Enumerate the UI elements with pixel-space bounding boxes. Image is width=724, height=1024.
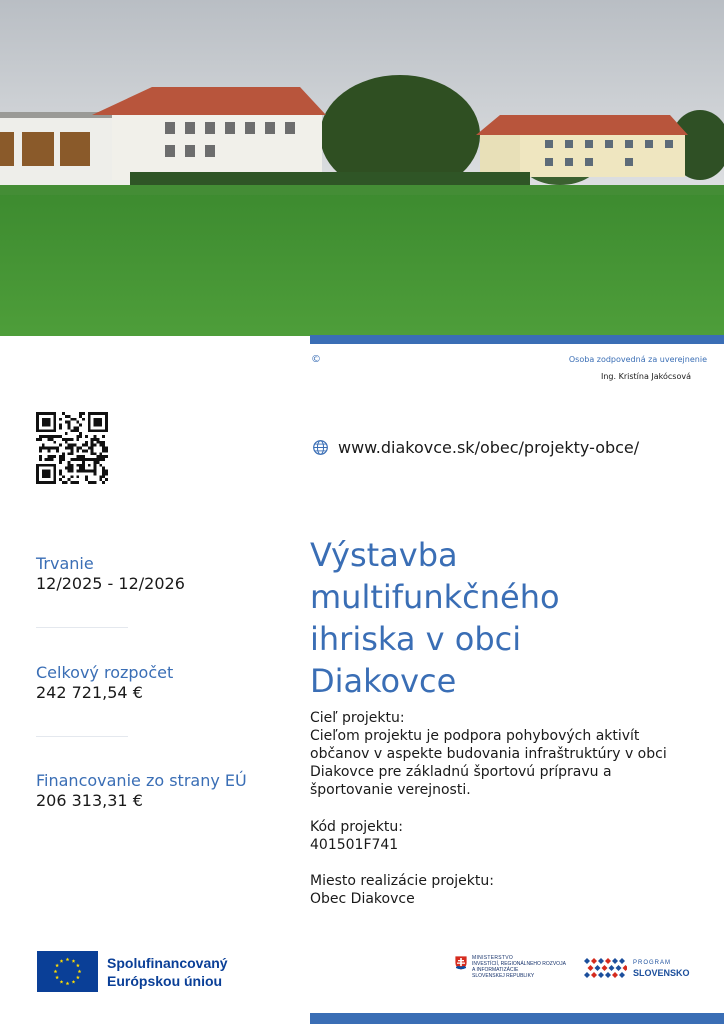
divider	[36, 736, 128, 737]
ministry-line: MINISTERSTVO	[472, 955, 514, 961]
ministry-line: INVESTÍCIÍ, REGIONÁLNEHO ROZVOJA	[472, 961, 566, 967]
village-field-photo	[0, 0, 724, 336]
code-value: 401501F741	[310, 837, 399, 853]
duration-block	[36, 554, 286, 594]
website-link[interactable]	[312, 438, 639, 457]
title-line: ihriska v obci	[310, 620, 522, 658]
budget-block	[36, 663, 286, 703]
goal-label: Cieľ projektu:	[310, 710, 405, 726]
duration-value: 12/2025 - 12/2026	[36, 574, 185, 593]
copyright-mark: ©	[311, 354, 321, 365]
project-title	[310, 534, 670, 702]
program-line: SLOVENSKO	[633, 968, 690, 978]
program-mark-icon	[583, 957, 627, 979]
budget-label: Celkový rozpočet	[36, 663, 174, 682]
place-value: Obec Diakovce	[310, 891, 415, 907]
title-line: Diakovce	[310, 662, 457, 700]
eu-flag-icon	[37, 951, 98, 992]
website-url[interactable]: www.diakovce.sk/obec/projekty-obce/	[338, 438, 640, 457]
code-label: Kód projektu:	[310, 819, 403, 835]
ministry-line: SLOVENSKEJ REPUBLIKY	[472, 973, 535, 979]
eu-logo-line: Spolufinancovaný	[107, 954, 228, 971]
responsible-person-label: Osoba zodpovedná za uverejnenie	[568, 355, 707, 364]
program-line: PROGRAM	[633, 960, 672, 966]
ministry-line: A INFORMATIZÁCIE	[472, 967, 519, 973]
globe-icon	[312, 439, 329, 456]
eu-cofunded-logo	[37, 951, 228, 992]
eu-funding-value: 206 313,31 €	[36, 791, 143, 810]
goal-line: športovanie verejnosti.	[310, 782, 471, 798]
budget-value: 242 721,54 €	[36, 683, 143, 702]
goal-line: občanov v aspekte budovania infraštruktúry v obci	[310, 746, 667, 762]
divider	[36, 627, 128, 628]
eu-funding-block	[36, 771, 286, 811]
responsible-person-name: Ing. Kristína Jakócsová	[601, 372, 691, 381]
eu-logo-line: Európskou úniou	[107, 972, 223, 989]
project-goal	[310, 709, 690, 799]
duration-label: Trvanie	[36, 554, 94, 573]
accent-bar-top	[310, 335, 724, 344]
slovak-coat-of-arms-icon	[454, 955, 468, 971]
goal-line: Cieľom projektu je podpora pohybových aktivít	[310, 728, 640, 744]
program-slovensko-logo	[583, 957, 690, 979]
eu-funding-label: Financovanie zo strany EÚ	[36, 771, 247, 790]
accent-bar-bottom	[310, 1013, 724, 1024]
place-label: Miesto realizácie projektu:	[310, 873, 494, 889]
ministry-logo	[454, 955, 572, 979]
project-place	[310, 872, 690, 908]
title-line: multifunkčného	[310, 578, 560, 616]
project-code	[310, 818, 690, 854]
title-line: Výstavba	[310, 536, 458, 574]
goal-line: Diakovce pre základnú športovú prípravu a	[310, 764, 612, 780]
qr-code[interactable]	[36, 412, 108, 484]
